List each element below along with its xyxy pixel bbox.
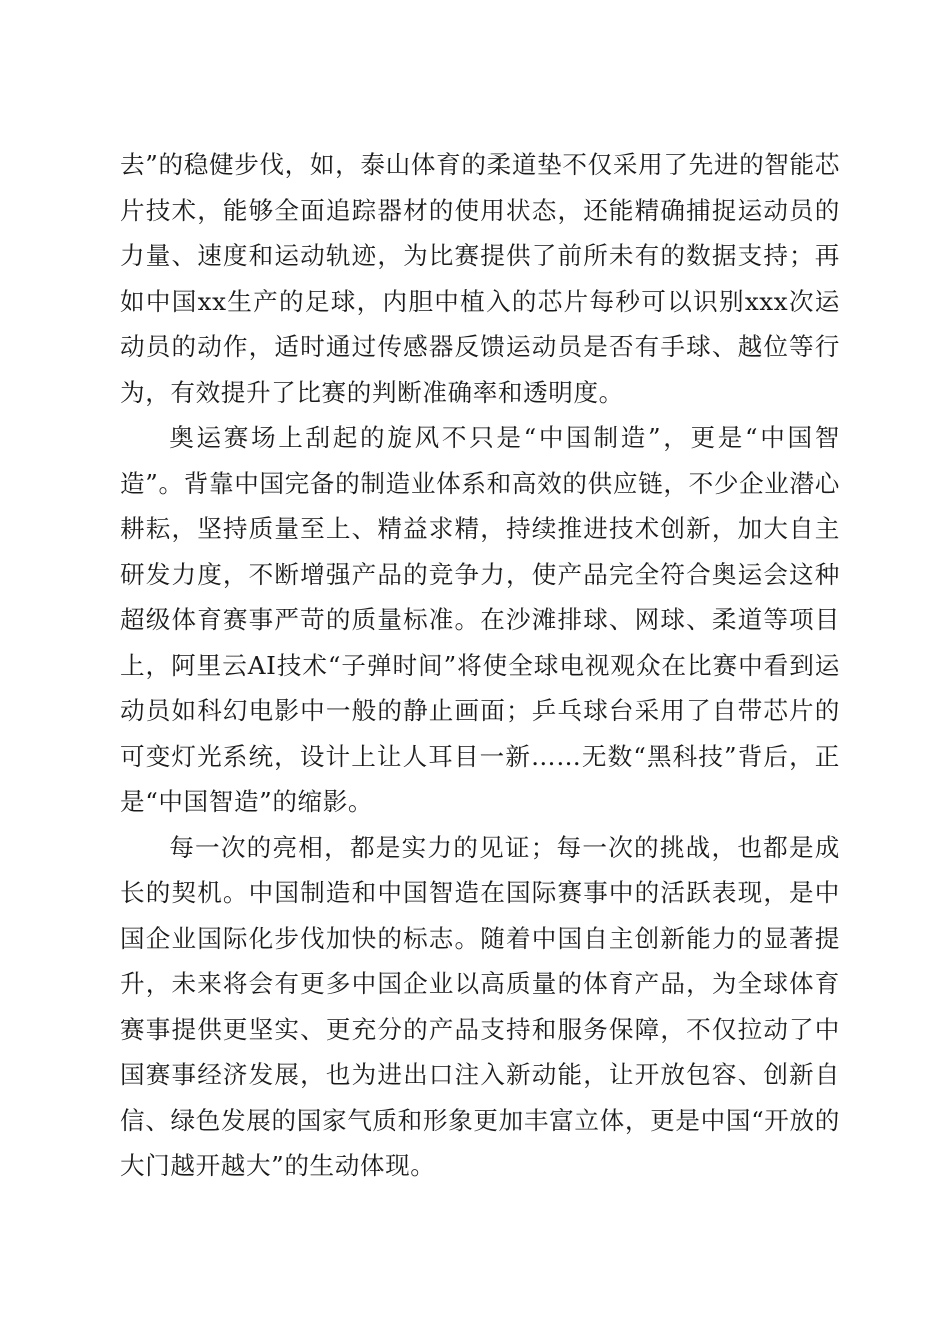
document-body bbox=[120, 142, 840, 1189]
paragraph-conclusion: 每一次的亮相，都是实力的见证；每一次的挑战，也都是成长的契机。中国制造和中国智造在国际赛事中的活跃表现，是中国企业国际化步伐加快的标志。随着中国自主创新能力的显著提升，未来将会有更多中国企业以高质量的体育产品，为全球体育赛事提供更坚实、更充分的产品支持和服务保障，不仅拉动了中国赛事经济发展，也为进出口注入新动能，让开放包容、创新自信、绿色发展的国家气质和形象更加丰富立体，更是中国“开放的大门越开越大”的生动体现。 bbox=[120, 832, 840, 1180]
paragraph-continued: 去”的稳健步伐，如，泰山体育的柔道垫不仅采用了先进的智能芯片技术，能够全面追踪器材的使用状态，还能精确捕捉运动员的力量、速度和运动轨迹，为比赛提供了前所未有的数据支持；再如中国xx生产的足球，内胆中植入的芯片每秒可以识别xxx次运动员的动作，适时通过传感器反馈运动员是否有手球、越位等行为，有效提升了比赛的判断准确率和透明度。 bbox=[120, 150, 840, 407]
paragraph-china-smart-manufacturing: 奥运赛场上刮起的旋风不只是“中国制造”，更是“中国智造”。背靠中国完备的制造业体系和高效的供应链，不少企业潜心耕耘，坚持质量至上、精益求精，持续推进技术创新，加大自主研发力度，不断增强产品的竞争力，使产品完全符合奥运会这种超级体育赛事严苛的质量标准。在沙滩排球、网球、柔道等项目上，阿里云AI技术“子弹时间”将使全球电视观众在比赛中看到运动员如科幻电影中一般的静止画面；乒乓球台采用了自带芯片的可变灯光系统，设计上让人耳目一新……无数“黑科技”背后，正是“中国智造”的缩影。 bbox=[120, 423, 840, 816]
